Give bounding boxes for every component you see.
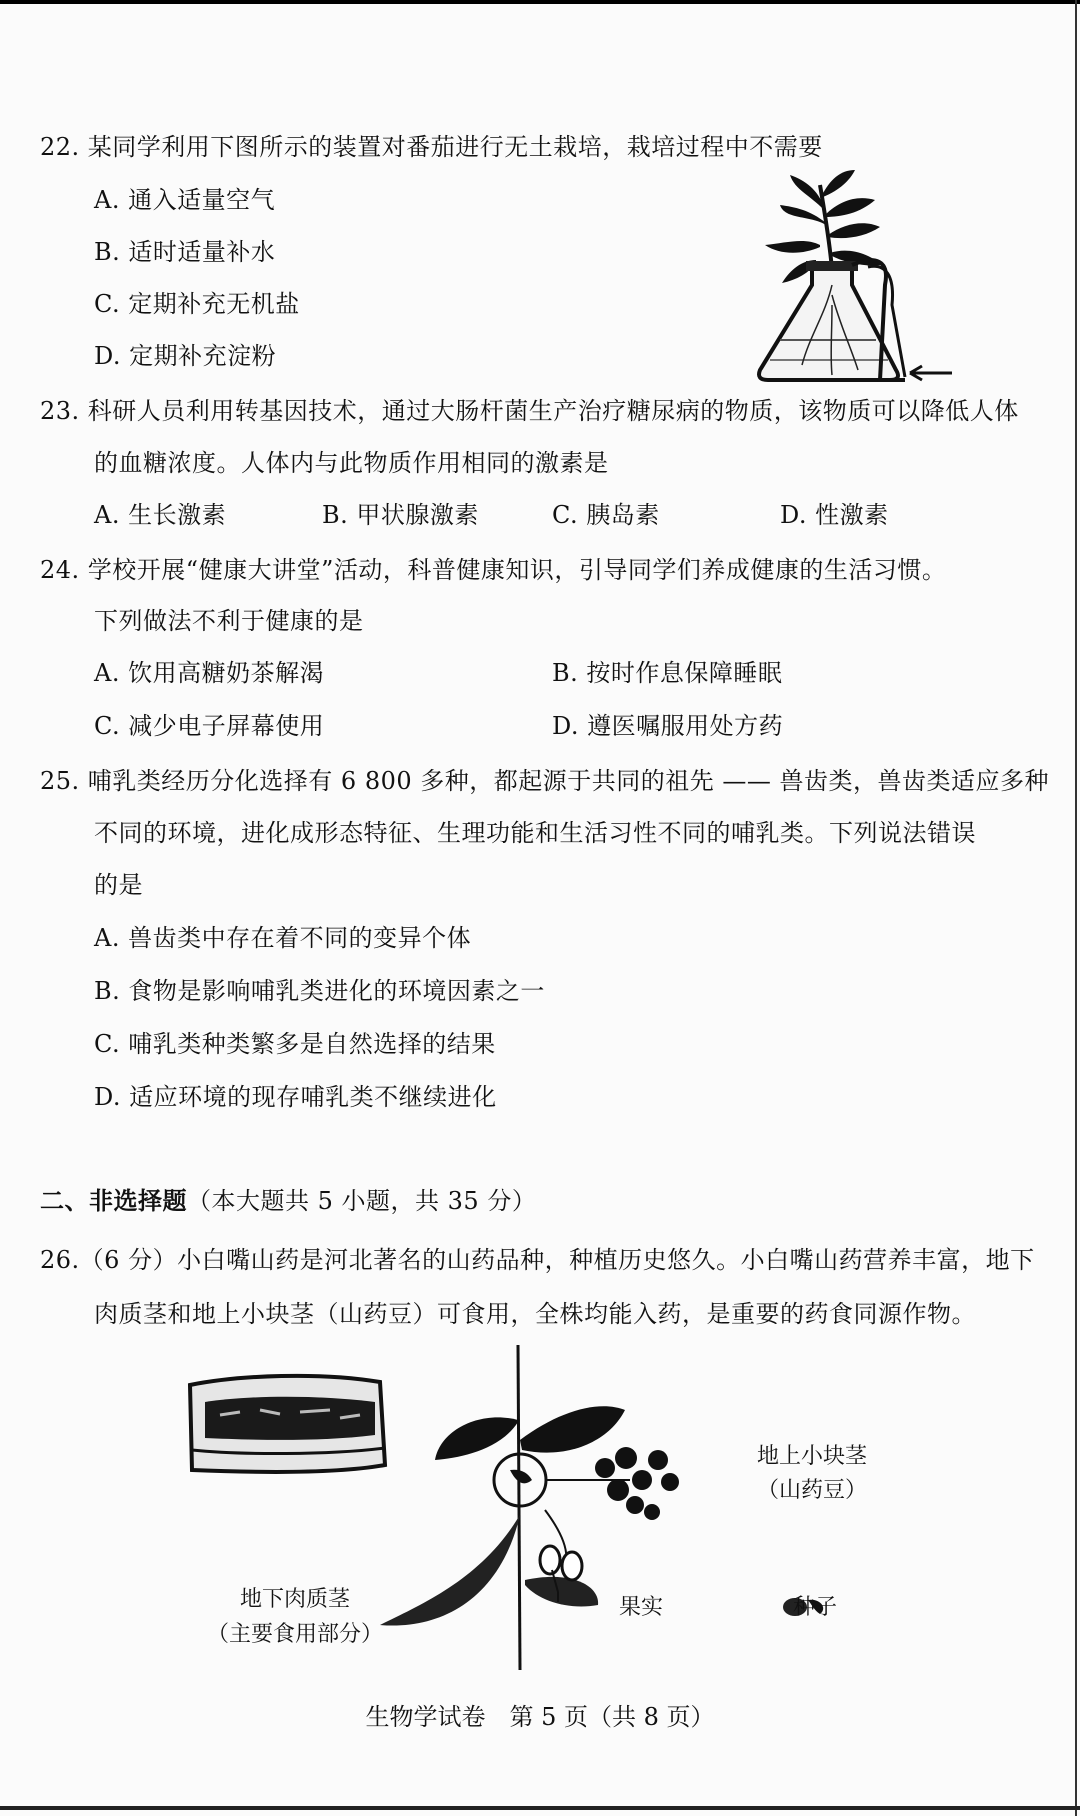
q23-option-a: A. 生长激素 — [94, 501, 227, 529]
q23-option-d: D. 性激素 — [780, 501, 889, 529]
q22-option-c: C. 定期补充无机盐 — [94, 290, 300, 318]
q22-option-a: A. 通入适量空气 — [94, 186, 276, 214]
q22-stem: 22. 某同学利用下图所示的装置对番茄进行无土栽培，栽培过程中不需要 — [40, 133, 823, 161]
yam-vine-icon — [380, 1345, 630, 1670]
page-footer: 生物学试卷 第 5 页（共 8 页） — [365, 1703, 715, 1731]
underground-stem-icon — [190, 1376, 385, 1472]
section2-note: （本大题共 5 小题，共 35 分） — [187, 1187, 537, 1215]
label-bulbil-note: （山药豆） — [756, 1478, 867, 1503]
q23-option-b: B. 甲状腺激素 — [322, 501, 479, 529]
label-underground-stem: 地下肉质茎 — [239, 1587, 350, 1612]
flask-icon — [759, 261, 898, 380]
q24-option-b: B. 按时作息保障睡眠 — [552, 659, 783, 687]
q26-line2: 肉质茎和地上小块茎（山药豆）可食用，全株均能入药，是重要的药食同源作物。 — [94, 1300, 976, 1328]
q26-line1: 26.（6 分）小白嘴山药是河北著名的山药品种，种植历史悠久。小白嘴山药营养丰富，地下 — [40, 1246, 1035, 1274]
section2-heading — [40, 1184, 536, 1218]
label-fruit: 果实 — [618, 1595, 663, 1620]
q25-option-a: A. 兽齿类中存在着不同的变异个体 — [94, 924, 472, 952]
label-underground-stem-note: （主要食用部分） — [206, 1622, 383, 1647]
bottom-border — [0, 1806, 1080, 1810]
q24-line2: 下列做法不利于健康的是 — [94, 607, 364, 635]
q24-option-d: D. 遵医嘱服用处方药 — [552, 712, 784, 740]
top-border — [0, 0, 1080, 4]
q25-line2: 不同的环境，进化成形态特征、生理功能和生活习性不同的哺乳类。下列说法错误 — [94, 819, 976, 847]
q22-option-d: D. 定期补充淀粉 — [94, 342, 277, 370]
q24-option-a: A. 饮用高糖奶茶解渴 — [94, 659, 325, 687]
q23-option-c: C. 胰岛素 — [552, 501, 660, 529]
q25-option-c: C. 哺乳类种类繁多是自然选择的结果 — [94, 1030, 496, 1058]
q22-option-b: B. 适时适量补水 — [94, 238, 276, 266]
section2-title: 二、非选择题 — [40, 1186, 187, 1215]
right-border — [1075, 0, 1077, 1816]
hydroponic-flask-figure — [740, 165, 960, 390]
label-seed: 种子 — [792, 1595, 837, 1620]
q24-line1: 24. 学校开展“健康大讲堂”活动，科普健康知识，引导同学们养成健康的生活习惯。 — [40, 556, 947, 584]
arrow-icon — [910, 366, 952, 380]
q25-option-d: D. 适应环境的现存哺乳类不继续进化 — [94, 1083, 497, 1111]
q25-option-b: B. 食物是影响哺乳类进化的环境因素之一 — [94, 977, 545, 1005]
bulbils-icon — [595, 1447, 679, 1520]
q25-line1: 25. 哺乳类经历分化选择有 6 800 多种，都起源于共同的祖先 —— 兽齿类，兽齿类适应多种 — [40, 767, 1050, 795]
q23-line2: 的血糖浓度。人体内与此物质作用相同的激素是 — [94, 449, 609, 477]
q24-option-c: C. 减少电子屏幕使用 — [94, 712, 325, 740]
q25-line3: 的是 — [94, 871, 143, 899]
q23-line1: 23. 科研人员利用转基因技术，通过大肠杆菌生产治疗糖尿病的物质，该物质可以降低人体 — [40, 397, 1019, 425]
label-bulbil: 地上小块茎 — [756, 1444, 867, 1469]
